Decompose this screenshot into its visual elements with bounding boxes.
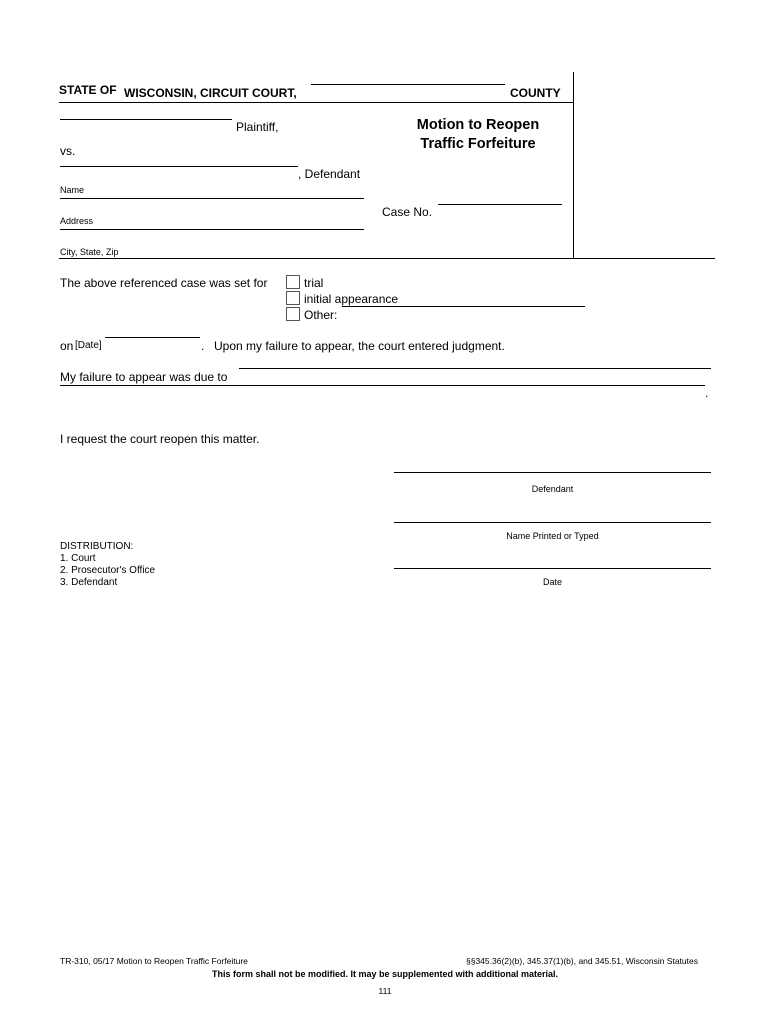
form-title [398, 116, 558, 154]
statutes-reference: §§345.36(2)(b), 345.37(1)(b), and 345.51, Wisconsin Statutes [466, 956, 698, 966]
failure-reason-field-1[interactable] [239, 368, 711, 369]
distribution-heading: DISTRIBUTION: [60, 541, 134, 552]
plaintiff-field[interactable] [60, 119, 232, 120]
other-field[interactable] [342, 306, 585, 307]
name-printed-label: Name Printed or Typed [506, 531, 599, 541]
state-of-label: STATE OF [59, 83, 117, 97]
set-for-text: The above referenced case was set for [60, 276, 268, 290]
header-rule [59, 102, 573, 103]
date-period: . [201, 339, 205, 353]
request-text: I request the court reopen this matter. [60, 432, 260, 446]
on-label: on [60, 339, 74, 353]
defendant-label: , Defendant [298, 167, 361, 181]
defendant-field[interactable] [60, 166, 298, 167]
vs-label: vs. [60, 144, 76, 158]
plaintiff-label: Plaintiff, [236, 120, 279, 134]
form-title-line-2: Traffic Forfeiture [420, 136, 536, 152]
failure-reason-field-2[interactable] [60, 385, 705, 386]
county-field[interactable] [311, 84, 505, 85]
defendant-signature-label: Defendant [531, 484, 574, 494]
name-printed-field[interactable] [394, 522, 711, 523]
address-field[interactable] [60, 198, 364, 199]
form-id: TR-310, 05/17 Motion to Reopen Traffic Forfeiture [60, 956, 248, 966]
trial-label: trial [304, 276, 324, 290]
page-number: 111 [378, 986, 392, 996]
date-hint: [Date] [75, 340, 102, 351]
distribution-item: 3. Defendant [60, 577, 118, 588]
judgment-text: Upon my failure to appear, the court entered judgment. [214, 339, 505, 353]
other-checkbox[interactable] [286, 307, 300, 321]
caption-divider [573, 72, 574, 259]
failure-text: My failure to appear was due to [60, 370, 228, 384]
other-label: Other: [304, 308, 338, 322]
distribution-item: 2. Prosecutor's Office [60, 565, 156, 576]
failure-period: . [705, 386, 709, 400]
address-label: Address [60, 216, 94, 226]
city-state-zip-field[interactable] [60, 229, 364, 230]
court-name: WISCONSIN, CIRCUIT COURT, [124, 86, 297, 100]
name-label: Name [60, 185, 85, 195]
date-signed-label: Date [542, 577, 562, 587]
case-no-field[interactable] [438, 204, 562, 205]
distribution-list [60, 541, 155, 589]
county-label: COUNTY [510, 86, 561, 100]
distribution-item: 1. Court [60, 553, 96, 564]
initial-appearance-label: initial appearance [304, 292, 399, 306]
trial-checkbox[interactable] [286, 275, 300, 289]
date-signed-field[interactable] [394, 568, 711, 569]
date-field[interactable] [105, 337, 200, 338]
caption-bottom-rule [59, 258, 715, 259]
defendant-signature-field[interactable] [394, 472, 711, 473]
case-no-label: Case No. [382, 205, 433, 219]
modification-notice: This form shall not be modified. It may be supplemented with additional material. [211, 969, 559, 979]
form-title-line-1: Motion to Reopen [416, 117, 540, 133]
initial-appearance-checkbox[interactable] [286, 291, 300, 305]
city-state-zip-label: City, State, Zip [60, 247, 119, 257]
